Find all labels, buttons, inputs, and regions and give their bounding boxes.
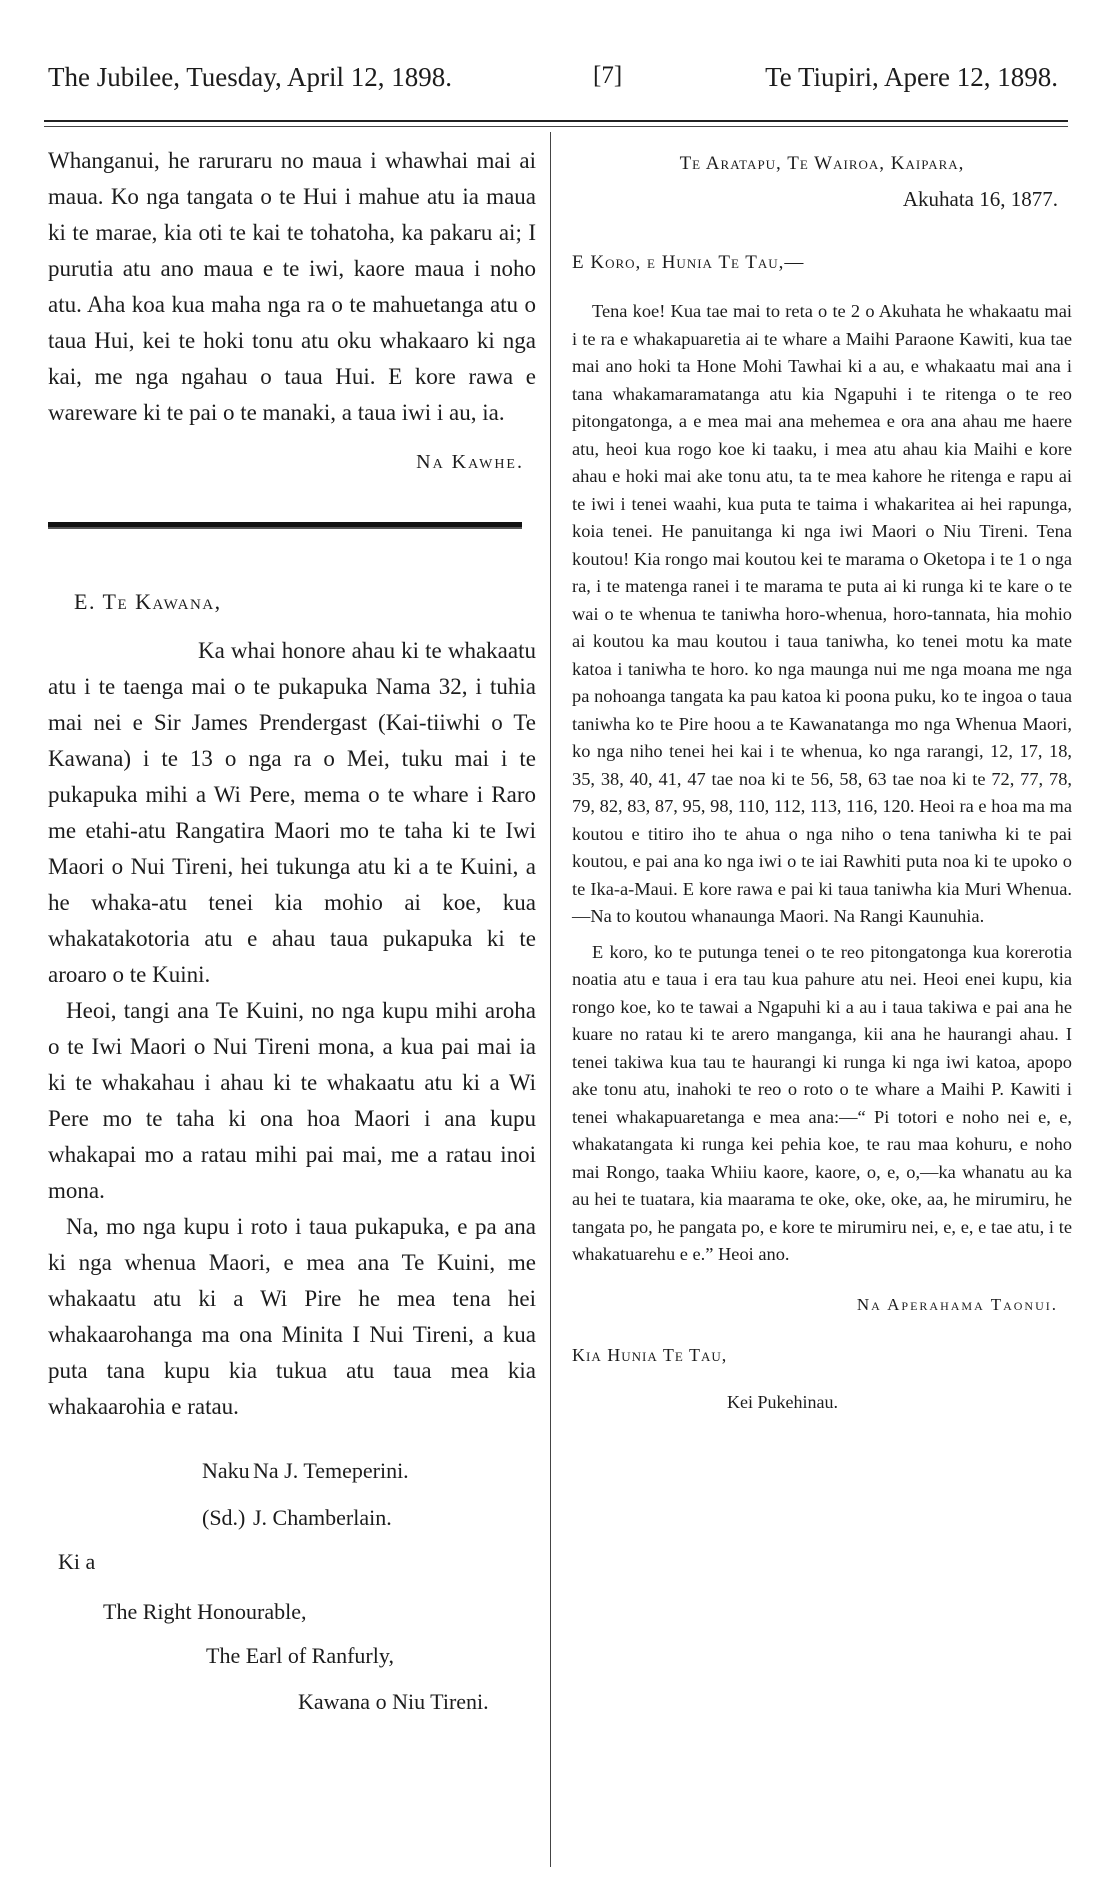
- letter2-paragraph: Na, mo nga kupu i roto i taua pukapuka, e pa ana ki nga whenua Maori, e mea ana Te Kuini, me whakaatu atu ki a Wi Pire he mea tena hei whakaarohanga ma ona Minita I Nui Tireni, a kua puta tana kupu kia tukua atu taua mea kia whakaarohia e ratau.: [48, 1214, 536, 1419]
- signature-prefix: (Sd.): [202, 1505, 246, 1530]
- address-line: The Right Honourable,: [103, 1599, 307, 1624]
- right-column: [572, 143, 1072, 1413]
- signature-prefix: Naku: [202, 1458, 250, 1483]
- running-header-right: Te Tiupiri, Apere 12, 1898.: [765, 62, 1058, 92]
- page-number: [7]: [593, 62, 623, 89]
- signature-row: [48, 1447, 536, 1494]
- header-rule: [44, 120, 1068, 122]
- letter-signature: Na Aperahama Taonui.: [856, 1294, 1058, 1314]
- recipient-place: Kei Pukehinau.: [727, 1391, 838, 1412]
- address-line: Kawana o Niu Tireni.: [298, 1689, 489, 1714]
- header-rule-thin: [44, 126, 1068, 127]
- letter2-salutation: E. Te Kawana,: [74, 589, 222, 614]
- address-line: The Earl of Ranfurly,: [206, 1643, 394, 1668]
- letter1-text: Whanganui, he raruraru no maua i whawhai mai ai maua. Ko nga tangata o te Hui i mahue atu ia maua ki te marae, kia oti te kai te tohatoha, ka pakaru ai; I purutia atu ano maua e te iwi, kaore maua i noho atu. Aha koa kua maha nga ra o te mahuetanga atu o taua Hui, kei te hoki tonu atu oku whakaaro ki nga kai, me nga ngahau o taua Hui. E kore rawa e wareware ki te pai o te manaki, a taua iwi i au, ia.: [48, 148, 536, 425]
- section-separator: [48, 522, 522, 529]
- left-column: [48, 143, 536, 1715]
- signature-name: J. Chamberlain.: [253, 1505, 392, 1530]
- signature-name: Na J. Temeperini.: [253, 1458, 409, 1483]
- signature-block: [48, 1447, 536, 1541]
- letter-recipient: Kia Hunia Te Tau,: [572, 1344, 728, 1365]
- letter2-paragraph: Heoi, tangi ana Te Kuini, no nga kupu mihi aroha o te Iwi Maori o Nui Tireni mona, a kua pai mai ia ki te whakahau i ahau ki te whakaatu atu ki a Wi Pere mo te taha ki ona hoa Maori i ana kupu whakapai mo a ratau mihi pai mai, me a ratau inoi mona.: [48, 998, 536, 1203]
- address-to: Ki a: [58, 1549, 96, 1574]
- letter1-signature: Na Kawhe.: [416, 451, 524, 473]
- running-header-left: The Jubilee, Tuesday, April 12, 1898.: [48, 62, 452, 92]
- letter2-paragraph: Ka whai honore ahau ki te whakaatu atu i te taenga mai o te pukapuka Nama 32, i tuhia mai nei e Sir James Prendergast (Kai-tiiwhi o Te Kawana) i te 13 o nga ra o Mei, tuku mai i te pukapuka mihi a Wi Pere, mema o te whare i Raro me etahi-atu Rangatira Maori mo te taha ki te Iwi Maori o Nui Tireni, hei tukunga atu ki a te Kuini, a he whaka-atu tenei kia mohio ai koe, kua whakatakotoria atu e ahau taua pukapuka ki te aroaro o te Kuini.: [48, 638, 536, 987]
- letter-salutation: E Koro, e Hunia Te Tau,—: [572, 252, 805, 273]
- column-divider: [550, 132, 551, 1867]
- letter-date: Akuhata 16, 1877.: [902, 187, 1058, 211]
- letter-paragraph: Tena koe! Kua tae mai to reta o te 2 o Akuhata he whakaatu mai i te ra e whakapuaretia ai te whare a Maihi Paraone Kawiti, kua tae mai ano hoki ta Hone Mohi Tawhai ki a au, e whakaatu mai ana i tana whakamaramatanga atu kia Ngapuhi i te ritenga o te reo pitongatonga, a e mea mai ana mehemea e ora ana ahau me haere atu, heoi kua rogo koe ki taaku, i mea atu ahau kia Maihi e kore ahau e hoki mai ake tonu atu, ta te mea kahore he ritenga e rapu ai te iwi i tenei waahi, kua puta te taima i whakaritea ai hei rapunga, koia tenei. He panuitanga ki nga iwi Maori o Niu Tireni. Tena koutou! Kia rongo mai koutou kei te marama o Oketopa i te 1 o nga ra, i te matenga ranei i te marama te puta ai ki runga ki te kare o te wai o te whenua te taniwha horo-whenua, horo-tannata, hia mohio ai koutou ka mau koutou i taua taniwha, ko tenei motu ka mate katoa i taniwha te horo. ko nga maunga nui me nga moana me nga pa nohoanga tangata ka pau katoa ki poona puku, ko te ingoa o taua taniwha ko te Pire hoou a te Kawanatanga mo nga Whenua Maori, ko nga niho tenei hei kai i te whenua, ko nga rarangi, 12, 17, 18, 35, 38, 40, 41, 47 tae noa ki te 56, 58, 63 tae noa ki te 72, 77, 78, 79, 82, 83, 87, 95, 98, 110, 112, 113, 116, 120. Heoi ra e hoa ma ma koutou e titiro iho te ahua o nga niho o tena taniwha ki te pai koutou, e pai ana ko nga iwi o te iai Rawhiti puta noa ki te upoko o te Ika-a-Maui. E kore rawa e pai ki taua taniwha kia Muri Whenua.—Na to koutou whanaunga Maori. Na Rangi Kaunuhia.: [572, 301, 1072, 926]
- letter-place: Te Aratapu, Te Wairoa, Kaipara,: [679, 153, 965, 174]
- letter-paragraph: E koro, ko te putunga tenei o te reo pitongatonga kua korerotia noatia atu e taua i era tau kua pahure atu nei. Heoi enei kupu, kia rongo koe, ko te tawai a Ngapuhi ki a au i taua takiwa e pai ana he kuare no ratau ki te arero manganga, kii ana he haurangi ahau. I tenei takiwa kua tau te haurangi ki runga ki nga iwi katoa, apopo ake tonu atu, inahoki te reo o roto o te whare a Maihi P. Kawiti i tenei whakapuaretanga e mea ana:—“ Pi totori e noho nei e, e, whakatangata ki runga kei pehia koe, te rau maa kohuru, e noho mai Rongo, taaka Whiiu kaore, kaore, o, e, o,—ka whanatu au ka au hei te tuatara, kia maarama te oke, oke, oke, aa, he mirumiru, he tangata po, he pangata po, e kore te mirumiru nei, e, e, e tae atu, i te whakatuarehu e e.” Heoi ano.: [572, 941, 1072, 1264]
- signature-row: [48, 1494, 536, 1541]
